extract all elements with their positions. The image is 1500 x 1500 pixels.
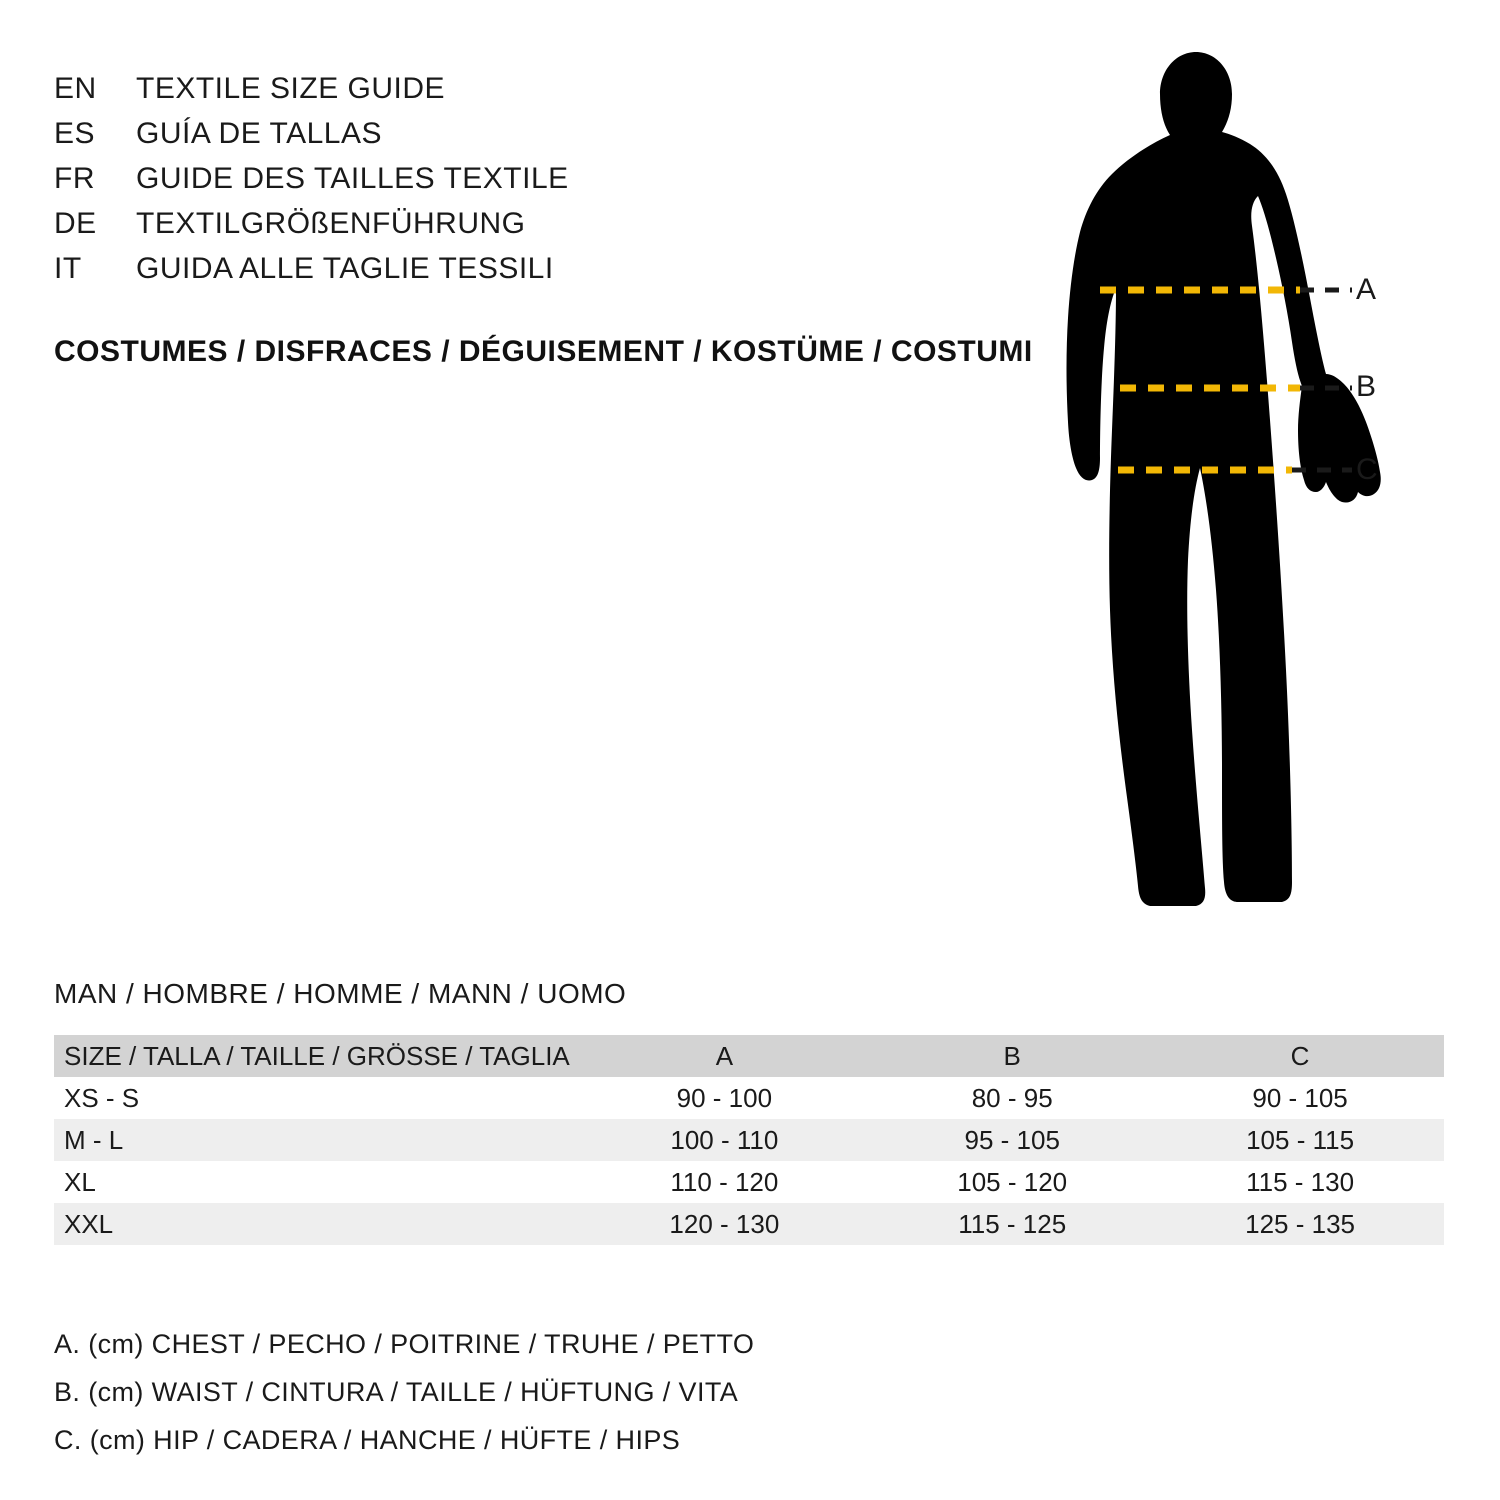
legend-line-a: A. (cm) CHEST / PECHO / POITRINE / TRUHE / PETTO xyxy=(54,1329,755,1359)
costumes-subtitle: COSTUMES / DISFRACES / DÉGUISEMENT / KOSTÜME / COSTUMI xyxy=(54,335,1033,368)
language-text-en: TEXTILE SIZE GUIDE xyxy=(136,72,446,105)
column-header-b: B xyxy=(1003,1040,1021,1071)
table-body xyxy=(54,1077,1444,1245)
cell-a: 110 - 120 xyxy=(670,1166,779,1197)
language-row-fr xyxy=(54,162,674,207)
measure-label-b: B xyxy=(1356,370,1377,403)
language-row-de xyxy=(54,207,674,252)
cell-c: 115 - 130 xyxy=(1246,1166,1355,1197)
measure-label-c: C xyxy=(1356,453,1378,486)
language-row-es xyxy=(54,117,674,162)
language-code-fr: FR xyxy=(54,162,95,195)
column-header-a: A xyxy=(715,1040,734,1071)
table-row xyxy=(54,1203,1444,1245)
cell-size: M - L xyxy=(64,1124,124,1155)
table-row xyxy=(54,1119,1444,1161)
language-code-en: EN xyxy=(54,72,97,105)
cell-c: 125 - 135 xyxy=(1245,1208,1355,1239)
column-header-c: C xyxy=(1290,1040,1310,1071)
measurement-legend xyxy=(54,1320,954,1464)
column-header-size: SIZE / TALLA / TAILLE / GRÖSSE / TAGLIA xyxy=(64,1040,570,1071)
cell-b: 105 - 120 xyxy=(957,1166,1068,1197)
language-row-en xyxy=(54,72,674,117)
legend-line-c: C. (cm) HIP / CADERA / HANCHE / HÜFTE / HIPS xyxy=(54,1425,681,1455)
cell-size: XL xyxy=(64,1166,96,1197)
cell-size: XS - S xyxy=(64,1082,140,1113)
cell-c: 90 - 105 xyxy=(1252,1082,1348,1113)
cell-b: 80 - 95 xyxy=(971,1082,1053,1113)
legend-line-b: B. (cm) WAIST / CINTURA / TAILLE / HÜFTUNG / VITA xyxy=(54,1377,739,1407)
size-table xyxy=(54,1035,1444,1245)
cell-size: XXL xyxy=(64,1208,114,1239)
table-row xyxy=(54,1077,1444,1119)
language-text-de: TEXTILGRÖßENFÜHRUNG xyxy=(136,207,526,240)
cell-c: 105 - 115 xyxy=(1246,1124,1355,1155)
language-text-it: GUIDA ALLE TAGLIE TESSILI xyxy=(136,252,554,285)
language-code-es: ES xyxy=(54,117,96,150)
language-text-es: GUÍA DE TALLAS xyxy=(136,117,382,150)
language-text-fr: GUIDE DES TAILLES TEXTILE xyxy=(136,162,569,195)
cell-b: 115 - 125 xyxy=(958,1208,1067,1239)
language-code-de: DE xyxy=(54,207,97,240)
body-figure xyxy=(1000,30,1440,930)
language-code-it: IT xyxy=(54,252,82,285)
cell-b: 95 - 105 xyxy=(964,1124,1060,1155)
table-section-title: MAN / HOMBRE / HOMME / MANN / UOMO xyxy=(54,978,627,1009)
table-head xyxy=(54,1035,1444,1077)
measure-label-a: A xyxy=(1356,273,1377,306)
table-header-row xyxy=(54,1035,1444,1077)
cell-a: 120 - 130 xyxy=(669,1208,780,1239)
cell-a: 100 - 110 xyxy=(670,1124,779,1155)
language-row-it xyxy=(54,252,674,297)
table-row xyxy=(54,1161,1444,1203)
language-list xyxy=(54,72,674,297)
cell-a: 90 - 100 xyxy=(676,1082,773,1113)
